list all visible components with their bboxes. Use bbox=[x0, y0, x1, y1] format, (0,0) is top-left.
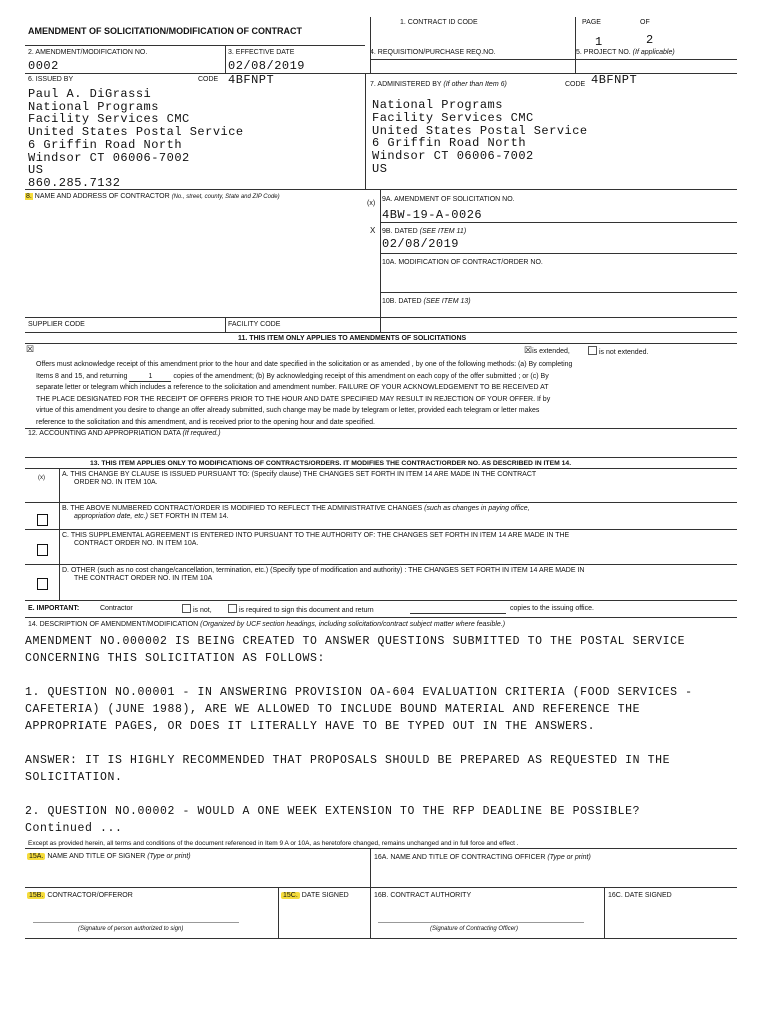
item-9a-mark: (x) bbox=[367, 200, 376, 207]
requisition-label: 4. REQUISITION/PURCHASE REQ.NO. bbox=[370, 49, 496, 56]
option-b-text: B. THE ABOVE NUMBERED CONTRACT/ORDER IS MODIFIED TO REFLECT THE ADMINISTRATIVE CHANGES (such as changes in paying office, appropriation date, etc.) SET FORTH IN ITEM 14. bbox=[62, 505, 530, 520]
issued-by-code-label: CODE bbox=[198, 76, 219, 83]
except-text: Except as provided herein, all terms and conditions of the document referenced in Item 9 A or 10A, as heretofore changed, remains unchanged and in full force and effect . bbox=[28, 840, 519, 847]
officer-signature-note: (Signature of Contracting Officer) bbox=[430, 926, 519, 932]
amendment-description: AMENDMENT NO.000002 IS BEING CREATED TO ANSWER QUESTIONS SUBMITTED TO THE POSTAL SERVICE CONCERNING THIS SOLICITATION AS FOLLOWS: 1. QUESTION NO.00001 - IN ANSWERING PROVISION OA-604 EVALUATION CRITERIA (FOOD SERVICES - CAFETERIA) (JUNE 1988), ARE WE ALLOWED TO INCLUDE BOUND MATERIAL AND REFERENCE THE APPROPRIATE PAGES, OR DOES IT LITERALLY HAVE TO BE TYPED OUT IN THE ANSWERS. ANSWER: IT IS HIGHLY RECOMMENDED THAT PROPOSALS SHOULD BE PREPARED AS REQUESTED IN THE SOLICITATION. 2. QUESTION NO.00002 - WOULD A ONE WEEK EXTENSION TO THE RFP DEADLINE BE POSSIBLE? Continued ... bbox=[25, 635, 693, 835]
contractor-word: Contractor bbox=[100, 605, 133, 612]
issued-by-label: 6. ISSUED BY bbox=[28, 76, 74, 83]
option-c-checkbox[interactable] bbox=[37, 544, 48, 556]
item-13-heading: 13. THIS ITEM APPLIES ONLY TO MODIFICATIONS OF CONTRACTS/ORDERS. IT MODIFIES THE CONTRACT/ORDER NO. AS DESCRIBED IN ITEM 14. bbox=[90, 460, 572, 467]
project-no-label: 5. PROJECT NO. (If applicable) bbox=[576, 49, 675, 56]
option-b-checkbox[interactable] bbox=[37, 514, 48, 526]
facility-code-label: FACILITY CODE bbox=[228, 321, 281, 328]
contracting-officer-label: 16A. NAME AND TITLE OF CONTRACTING OFFICER (Type or print) bbox=[374, 854, 591, 861]
description-label: 14. DESCRIPTION OF AMENDMENT/MODIFICATION (Organized by UCF section headings, including solicitation/contract subject matter where feasible.) bbox=[28, 621, 506, 628]
administered-by-label: 7. ADMINISTERED BY (If other than Item 6) bbox=[370, 81, 507, 88]
signer-name-label: 15A. NAME AND TITLE OF SIGNER (Type or print) bbox=[29, 853, 191, 860]
is-not-option[interactable]: is not, bbox=[182, 604, 212, 615]
date-signed-16c-label: 16C. DATE SIGNED bbox=[608, 892, 672, 899]
option-d-text: D. OTHER (such as no cost change/cancellation, termination, etc.) (Specify type of modification and authority) : THE CHANGES SET FORTH IN ITEM 14 ARE MADE IN THE CONTRACT ORDER NO. IN ITEM 10A bbox=[62, 567, 585, 582]
is-required-checkbox[interactable] bbox=[228, 604, 237, 613]
page-label: PAGE bbox=[582, 19, 601, 26]
issued-by-address: Paul A. DiGrassi National Programs Facility Services CMC United States Postal Service 6 Griffin Road North Windsor CT 06006-7002 US 860.285.7132 bbox=[28, 87, 244, 190]
option-d-checkbox[interactable] bbox=[37, 578, 48, 590]
is-not-extended-option[interactable]: is not extended. bbox=[588, 346, 648, 357]
page-of-label: OF bbox=[640, 19, 650, 26]
administered-by-code: 4BFNPT bbox=[591, 73, 638, 87]
effective-date-value: 02/08/2019 bbox=[228, 59, 306, 73]
issued-by-code: 4BFNPT bbox=[228, 73, 275, 87]
is-not-checkbox[interactable] bbox=[182, 604, 191, 613]
item-9b-mark: X bbox=[370, 226, 376, 235]
item-11-heading: 11. THIS ITEM ONLY APPLIES TO AMENDMENTS OF SOLICITATIONS bbox=[238, 335, 467, 342]
dated-9b-value: 02/08/2019 bbox=[382, 237, 460, 251]
copies-to-text: copies to the issuing office. bbox=[510, 605, 594, 612]
important-label: E. IMPORTANT: bbox=[28, 605, 80, 612]
officer-signature-line[interactable] bbox=[378, 922, 584, 923]
amendment-no-label: 2. AMENDMENT/MODIFICATION NO. bbox=[28, 49, 148, 56]
item-13-mark: (x) bbox=[38, 475, 45, 481]
contractor-address-label: 8. NAME AND ADDRESS OF CONTRACTOR (No., street, county, State and ZIP Code) bbox=[26, 193, 280, 200]
accounting-data-label: 12. ACCOUNTING AND APPROPRIATION DATA (If required.) bbox=[28, 430, 221, 437]
is-not-extended-checkbox[interactable] bbox=[588, 346, 597, 355]
administered-by-code-label: CODE bbox=[565, 81, 586, 88]
solicitation-amendment-label: 9A. AMENDMENT OF SOLICITATION NO. bbox=[382, 196, 515, 203]
option-a-text: A. THIS CHANGE BY CLAUSE IS ISSUED PURSUANT TO: (Specify clause) THE CHANGES SET FORTH IN ITEM 14 ARE MADE IN THE CONTRACT ORDER NO. IN ITEM 10A. bbox=[62, 471, 537, 486]
dated-9b-label: 9B. DATED (SEE ITEM 11) bbox=[382, 228, 467, 235]
is-extended-option[interactable]: ☒is extended, bbox=[524, 345, 570, 355]
administered-by-address: National Programs Facility Services CMC United States Postal Service 6 Griffin Road North Windsor CT 06006-7002 US bbox=[372, 98, 588, 176]
effective-date-label: 3. EFFECTIVE DATE bbox=[228, 49, 295, 56]
is-required-option[interactable]: is required to sign this document and return bbox=[228, 604, 374, 615]
option-c-text: C. THIS SUPPLEMENTAL AGREEMENT IS ENTERED INTO PURSUANT TO THE AUTHORITY OF: THE CHANGES SET FORTH IN ITEM 14 ARE MADE IN THE CONTRACT ORDER NO. IN ITEM 10A. bbox=[62, 532, 570, 547]
date-signed-15c-label: 15C. DATE SIGNED bbox=[283, 892, 349, 899]
copies-count: 1 bbox=[129, 372, 171, 382]
contractor-offeror-label: 15B. CONTRACTOR/OFFEROR bbox=[29, 892, 133, 899]
solicitation-amendment-value: 4BW-19-A-0026 bbox=[382, 208, 483, 222]
contract-id-code-label: 1. CONTRACT ID CODE bbox=[400, 19, 478, 26]
form-title: AMENDMENT OF SOLICITATION/MODIFICATION OF CONTRACT bbox=[28, 26, 302, 36]
page-total: 2 bbox=[646, 33, 654, 47]
modification-10a-label: 10A. MODIFICATION OF CONTRACT/ORDER NO. bbox=[382, 259, 543, 266]
item-11-checkbox[interactable]: ☒ bbox=[26, 344, 35, 354]
dated-10b-label: 10B. DATED (SEE ITEM 13) bbox=[382, 298, 471, 305]
contract-authority-label: 16B. CONTRACT AUTHORITY bbox=[374, 892, 472, 899]
supplier-code-label: SUPPLIER CODE bbox=[28, 321, 85, 328]
item-11-instructions: Offers must acknowledge receipt of this amendment prior to the hour and date specified in the solicitation or as amended , by one of the following methods: (a) By completing Items 8 and 15, and returning 1 copies of the amendment; (b) By acknowledging receipt of this amendment on each copy of the offer submitted ; or (c) By separate letter or telegram which includes a reference to the solicitation and amendment number. FAILURE OF YOUR ACKNOWLEDGEMENT TO BE RECEIVED AT THE PLACE DESIGNATED FOR THE RECEIPT OF OFFERS PRIOR TO THE HOUR AND DATE SPECIFIED MAY RESULT IN REJECTION OF YOUR OFFER. If by virtue of this amendment you desire to change an offer already submitted, such change may be made by telegram or letter, provided each telegram or letter makes reference to the solicitation and this amendment, and is received prior to the opening hour and date specified. bbox=[36, 361, 573, 426]
contractor-signature-note: (Signature of person authorized to sign) bbox=[78, 926, 184, 932]
amendment-no-value: 0002 bbox=[28, 59, 59, 73]
page-current: 1 bbox=[595, 35, 603, 49]
contractor-signature-line[interactable] bbox=[33, 922, 239, 923]
